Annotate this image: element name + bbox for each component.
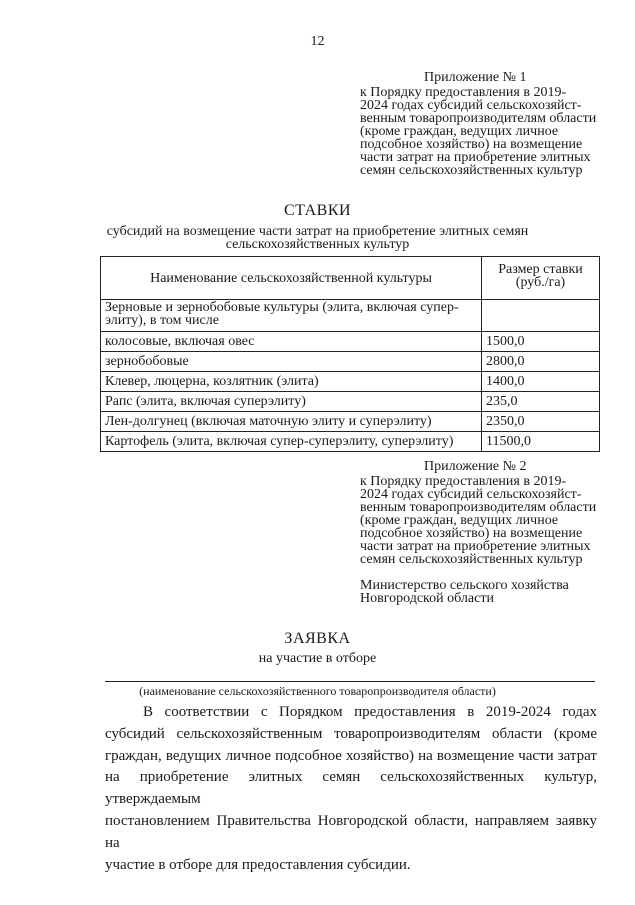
culture-cell: Картофель (элита, включая супер-суперэлиту, суперэлиту) (101, 432, 482, 452)
addressee-block (360, 579, 610, 605)
appendix-2-line: семян сельскохозяйственных культур (360, 552, 583, 567)
culture-cell: зернобобовые (101, 352, 482, 372)
table-row (101, 332, 600, 352)
table-row (101, 352, 600, 372)
appendix-1-line: к Порядку предоставления в 2019- (360, 85, 567, 100)
appendix-1-title: Приложение № 1 (424, 70, 527, 85)
appendix-1-line: части затрат на приобретение элитных (360, 150, 591, 165)
rate-cell: 11500,0 (482, 432, 600, 452)
rate-cell: 1500,0 (482, 332, 600, 352)
body-line: субсидий сельскохозяйственным товаропроизводителям области (кроме (105, 725, 597, 742)
table-row (101, 372, 600, 392)
rate-cell: 235,0 (482, 392, 600, 412)
table-row (101, 300, 600, 332)
appendix-2-line: подсобное хозяйство) на возмещение (360, 526, 583, 541)
table-row (101, 432, 600, 452)
appendix-1-line: 2024 годах субсидий сельскохозяйст- (360, 98, 582, 113)
culture-cell: Рапс (элита, включая суперэлиту) (101, 392, 482, 412)
column-header-culture: Наименование сельскохозяйственной культуры (101, 257, 482, 300)
table-header-row (101, 257, 600, 300)
application-body (105, 702, 597, 876)
rate-cell: 1400,0 (482, 372, 600, 392)
body-line: на приобретение элитных семян сельскохозяйственных культур, утверждаемым (105, 769, 597, 808)
appendix-1-header (360, 71, 610, 177)
body-line: граждан, ведущих личное подсобное хозяйство) на возмещение части затрат (105, 747, 597, 764)
appendix-1-line: (кроме граждан, ведущих личное (360, 124, 559, 139)
rates-title: СТАВКИ (283, 202, 352, 219)
column-header-rate: Размер ставки (руб./га) (482, 257, 600, 300)
rate-cell: 2350,0 (482, 412, 600, 432)
appendix-2-line: части затрат на приобретение элитных (360, 539, 591, 554)
culture-cell: колосовые, включая овес (101, 332, 482, 352)
appendix-2-line: (кроме граждан, ведущих личное (360, 513, 559, 528)
culture-cell: Зерновые и зернобобовые культуры (элита, включая супер-элиту), в том числе (101, 300, 482, 332)
rates-subtitle-line: субсидий на возмещение части затрат на приобретение элитных семян (106, 224, 529, 239)
rates-table (100, 256, 600, 452)
appendix-2-line: 2024 годах субсидий сельскохозяйст- (360, 487, 582, 502)
rate-cell (482, 300, 600, 332)
application-subtitle: на участие в отборе (258, 651, 377, 666)
table-row (101, 392, 600, 412)
table-row (101, 412, 600, 432)
body-line: участие в отборе для предоставления субсидии. (105, 856, 411, 873)
appendix-2-line: венным товаропроизводителям области (360, 500, 597, 515)
appendix-2-header (360, 460, 610, 605)
culture-cell: Лен-долгунец (включая маточную элиту и суперэлиту) (101, 412, 482, 432)
application-title: ЗАЯВКА (284, 630, 351, 647)
culture-cell: Клевер, люцерна, козлятник (элита) (101, 372, 482, 392)
producer-name-line (105, 681, 595, 682)
appendix-2-title: Приложение № 2 (424, 459, 527, 474)
appendix-1-line: семян сельскохозяйственных культур (360, 163, 583, 178)
page-number: 12 (310, 34, 325, 49)
body-line: постановлением Правительства Новгородской области, направляем заявку на (105, 812, 597, 851)
rates-subtitle-line: сельскохозяйственных культур (225, 237, 410, 252)
addressee-line: Новгородской области (360, 591, 494, 606)
body-line: В соответствии с Порядком предоставления в 2019-2024 годах (143, 704, 597, 720)
appendix-1-line: подсобное хозяйство) на возмещение (360, 137, 583, 152)
appendix-1-line: венным товаропроизводителям области (360, 111, 597, 126)
addressee-line: Министерство сельского хозяйства (360, 578, 569, 593)
producer-name-caption: (наименование сельскохозяйственного товаропроизводителя области) (139, 684, 496, 698)
appendix-2-line: к Порядку предоставления в 2019- (360, 474, 567, 489)
rate-cell: 2800,0 (482, 352, 600, 372)
